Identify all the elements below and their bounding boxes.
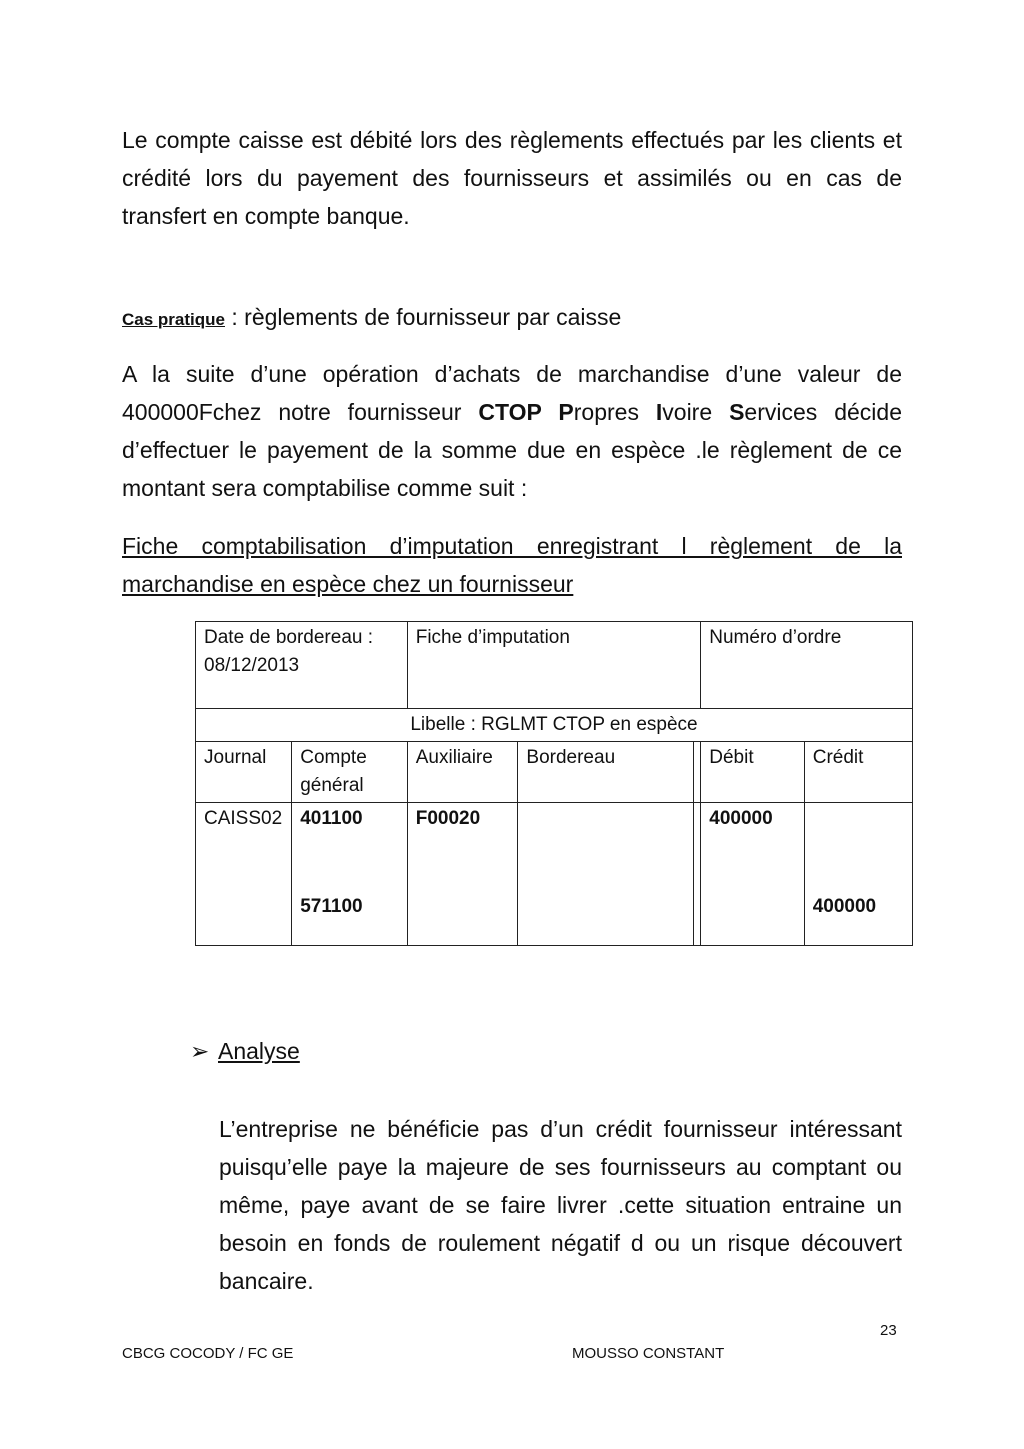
analyse-paragraph: L’entreprise ne bénéficie pas d’un crédit fournisseur intéressant puisqu’elle paye la majeure de ses fournisseurs au comptant ou même, paye avant de se faire livrer .cette situation entraine un besoin en fonds de roulement négatif d ou un risque découvert bancaire. xyxy=(219,1116,902,1294)
table-row xyxy=(196,803,913,946)
fiche-imputation-cell: Fiche d’imputation xyxy=(407,622,701,709)
header-journal: Journal xyxy=(196,742,292,803)
credit-value: 400000 xyxy=(812,896,877,917)
cas-pratique-text: règlements de fournisseur par caisse xyxy=(244,304,622,330)
compte-1: 401100 xyxy=(300,808,363,829)
header-debit: Débit xyxy=(701,742,804,803)
imputation-table xyxy=(195,621,913,946)
fiche-title: Fiche comptabilisation d’imputation enregistrant l règlement de la marchandise en espèce chez un fournisseur xyxy=(122,533,902,597)
cas-pratique-line xyxy=(122,300,621,337)
scenario-bold-ctop: CTOP P xyxy=(478,399,574,425)
footer-left: CBCG COCODY / FC GE xyxy=(122,1345,294,1362)
numero-ordre-cell: Numéro d’ordre xyxy=(701,622,913,709)
scenario-bold-s: S xyxy=(729,399,745,425)
libelle-cell: Libelle : RGLMT CTOP en espèce xyxy=(196,709,913,742)
footer-right: MOUSSO CONSTANT xyxy=(572,1345,725,1362)
scenario-text-1: A la suite d’une opération d’achats de marchandise d’une valeur de 400000Fchez notre fournisseur xyxy=(122,361,902,425)
analyse-title: Analyse xyxy=(218,1038,300,1064)
arrow-bullet-icon: ➢ xyxy=(190,1038,210,1064)
cas-pratique-label: Cas pratique xyxy=(122,310,225,329)
header-auxiliaire: Auxiliaire xyxy=(407,742,518,803)
cell-bordereau xyxy=(518,803,694,946)
debit-value: 400000 xyxy=(709,808,773,829)
cell-credit xyxy=(804,803,912,946)
column-header-row xyxy=(196,742,913,803)
cas-pratique-separator: : xyxy=(224,304,245,330)
date-bordereau-cell: Date de bordereau : 08/12/2013 xyxy=(196,622,408,709)
libelle-row xyxy=(196,709,913,742)
cell-compte xyxy=(292,803,408,946)
scenario-text-4: ervices décide d’effectuer le payement de la somme due en espèce .le règlement de ce montant sera comptabilise comme suit : xyxy=(122,399,902,501)
auxiliaire-value: F00020 xyxy=(415,808,481,829)
scenario-text-3: voire xyxy=(662,399,730,425)
analyse-heading xyxy=(190,1034,300,1068)
header-credit: Crédit xyxy=(804,742,912,803)
header-bordereau: Bordereau xyxy=(518,742,694,803)
compte-2: 571100 xyxy=(300,896,363,917)
cell-journal: CAISS02 xyxy=(196,803,292,946)
scenario-bold-i: I xyxy=(655,399,663,425)
cell-debit xyxy=(701,803,804,946)
intro-paragraph: Le compte caisse est débité lors des règlements effectués par les clients et crédité lors du payement des fournisseurs et assimilés ou en cas de transfert en compte banque. xyxy=(122,127,902,229)
cell-blank xyxy=(694,803,701,946)
scenario-text-2: ropres xyxy=(573,399,656,425)
header-compte: Compte général xyxy=(292,742,408,803)
table-header-row xyxy=(196,622,913,709)
page-number: 23 xyxy=(880,1322,897,1339)
header-blank xyxy=(694,742,701,803)
scenario-paragraph xyxy=(122,355,902,507)
cell-auxiliaire xyxy=(407,803,518,946)
